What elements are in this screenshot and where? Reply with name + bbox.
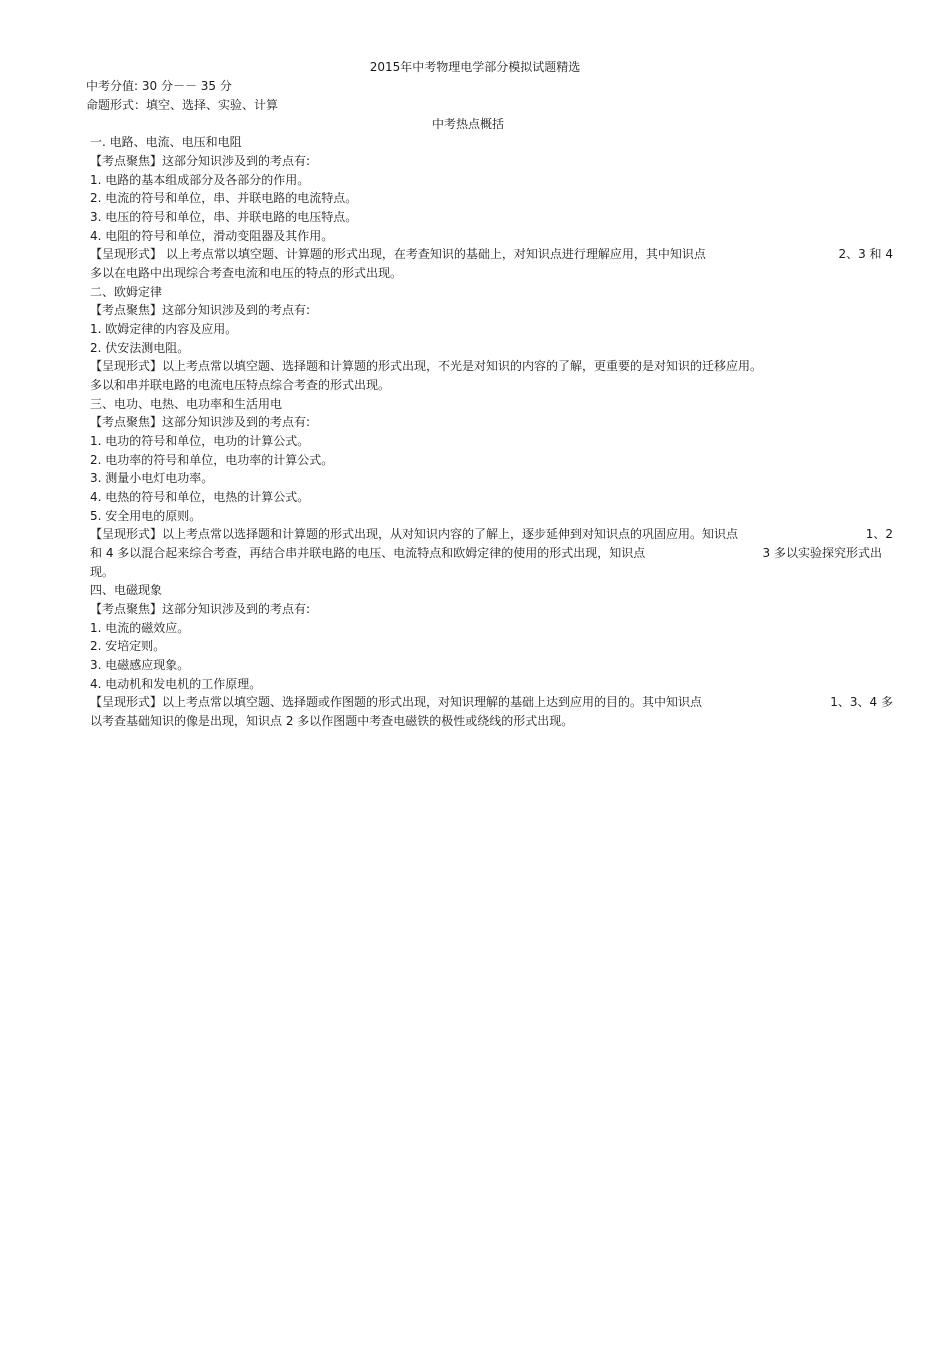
form-text: 现。 [90, 565, 115, 579]
list-item: 3. 测量小电灯电功率。 [90, 471, 214, 485]
form-text-right: 3 多以实验探究形式出 [762, 546, 882, 560]
section-heading: 一. 电路、电流、电压和电阻 [90, 135, 242, 149]
list-item: 3. 电压的符号和单位，串、并联电路的电压特点。 [90, 210, 358, 224]
form-text: 【呈现形式】 以上考点常以填空题、计算题的形式出现，在考查知识的基础上，对知识点进行理解应用，其中知识点 [90, 247, 706, 261]
overview-heading: 中考热点概括 [432, 117, 505, 131]
form-text-right: 2、3 和 4 [838, 247, 893, 261]
list-item: 2. 安培定则。 [90, 639, 166, 653]
section-heading: 三、电功、电热、电功率和生活用电 [90, 397, 283, 411]
form-text-right: 1、2 [865, 527, 893, 541]
section-heading: 二、欧姆定律 [90, 285, 163, 299]
list-item: 1. 电功的符号和单位，电功的计算公式。 [90, 434, 310, 448]
form-text: 【呈现形式】以上考点常以填空题、选择题或作图题的形式出现，对知识理解的基础上达到应用的目的。其中知识点 [90, 695, 703, 709]
form-text: 多以和串并联电路的电流电压特点综合考查的形式出现。 [90, 378, 391, 392]
form-text: 【呈现形式】以上考点常以选择题和计算题的形式出现，从对知识内容的了解上，逐步延伸到对知识点的巩固应用。知识点 [90, 527, 739, 541]
list-item: 1. 电路的基本组成部分及各部分的作用。 [90, 173, 310, 187]
focus-label: 【考点聚焦】这部分知识涉及到的考点有: [90, 303, 311, 317]
form-text: 以考查基础知识的像是出现，知识点 2 多以作图题中考查电磁铁的极性或绕线的形式出现。 [90, 714, 574, 728]
list-item: 2. 电流的符号和单位，串、并联电路的电流特点。 [90, 191, 358, 205]
list-item: 1. 欧姆定律的内容及应用。 [90, 322, 238, 336]
form-text-right: 1、3、4 多 [830, 695, 893, 709]
list-item: 4. 电热的符号和单位，电热的计算公式。 [90, 490, 310, 504]
section-heading: 四、电磁现象 [90, 583, 163, 597]
document-title: 2015年中考物理电学部分模拟试题精选 [369, 60, 581, 74]
list-item: 4. 电动机和发电机的工作原理。 [90, 677, 262, 691]
list-item: 5. 安全用电的原则。 [90, 509, 202, 523]
list-item: 1. 电流的磁效应。 [90, 621, 190, 635]
focus-label: 【考点聚焦】这部分知识涉及到的考点有: [90, 154, 311, 168]
form-text: 和 4 多以混合起来综合考查，再结合串并联电路的电压、电流特点和欧姆定律的使用的形式出现，知识点 [90, 546, 646, 560]
list-item: 3. 电磁感应现象。 [90, 658, 190, 672]
format-line: 命题形式：填空、选择、实验、计算 [86, 98, 279, 112]
focus-label: 【考点聚焦】这部分知识涉及到的考点有: [90, 415, 311, 429]
score-line: 中考分值: 30 分－－ 35 分 [86, 79, 232, 93]
list-item: 4. 电阻的符号和单位，滑动变阻器及其作用。 [90, 229, 334, 243]
list-item: 2. 电功率的符号和单位，电功率的计算公式。 [90, 453, 334, 467]
focus-label: 【考点聚焦】这部分知识涉及到的考点有: [90, 602, 311, 616]
list-item: 2. 伏安法测电阻。 [90, 341, 190, 355]
form-text: 【呈现形式】以上考点常以填空题、选择题和计算题的形式出现，不光是对知识的内容的了解，更重要的是对知识的迁移应用。 [90, 359, 763, 373]
form-text: 多以在电路中出现综合考查电流和电压的特点的形式出现。 [90, 266, 403, 280]
